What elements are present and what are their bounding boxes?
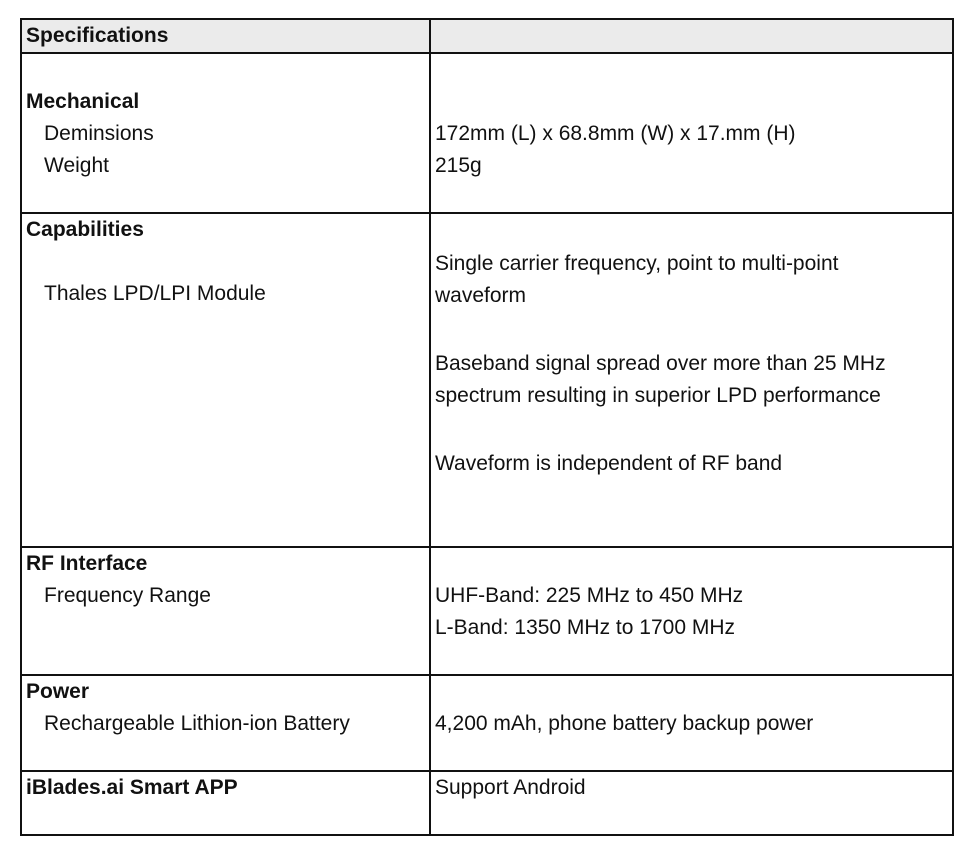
power-value-cell [430,675,953,771]
mechanical-label-cell [21,53,430,213]
capabilities-value-cell [430,213,953,547]
rf-interface-heading: RF Interface [26,552,148,575]
l-band-value: L-Band: 1350 MHz to 1700 MHz [435,616,735,639]
capability-3-line-1: Waveform is independent of RF band [435,452,783,475]
capability-2-line-2: spectrum resulting in superior LPD performance [435,384,881,407]
dimensions-value: 172mm (L) x 68.8mm (W) x 17.mm (H) [435,122,796,145]
capabilities-label-cell [21,213,430,547]
app-label-cell [21,771,430,835]
battery-value: 4,200 mAh, phone battery backup power [435,712,814,735]
app-heading: iBlades.ai Smart APP [26,776,238,799]
battery-label: Rechargeable Lithion-ion Battery [44,712,350,735]
power-heading: Power [26,680,90,703]
header-label: Specifications [26,24,169,47]
capability-2-line-1: Baseband signal spread over more than 25 MHz [435,352,886,375]
app-value-cell [430,771,953,835]
mechanical-heading: Mechanical [26,90,140,113]
header-label-cell [21,19,430,53]
lpd-module-label: Thales LPD/LPI Module [44,282,266,305]
power-label-cell [21,675,430,771]
app-row [21,771,953,835]
dimensions-label: Deminsions [44,122,154,145]
rf-interface-label-cell [21,547,430,675]
table-header-row [21,19,953,53]
weight-value: 215g [435,154,482,177]
uhf-band-value: UHF-Band: 225 MHz to 450 MHz [435,584,744,607]
power-row [21,675,953,771]
capability-1-line-1: Single carrier frequency, point to multi-point [435,252,839,275]
capabilities-row [21,213,953,547]
weight-label: Weight [44,154,109,177]
capability-1-line-2: waveform [435,284,527,307]
rf-interface-value-cell [430,547,953,675]
rf-interface-row [21,547,953,675]
frequency-range-label: Frequency Range [44,584,211,607]
header-value-cell [430,19,953,53]
mechanical-row [21,53,953,213]
mechanical-value-cell [430,53,953,213]
specifications-table [20,18,954,836]
capabilities-heading: Capabilities [26,218,144,241]
app-support-value: Support Android [435,776,586,799]
